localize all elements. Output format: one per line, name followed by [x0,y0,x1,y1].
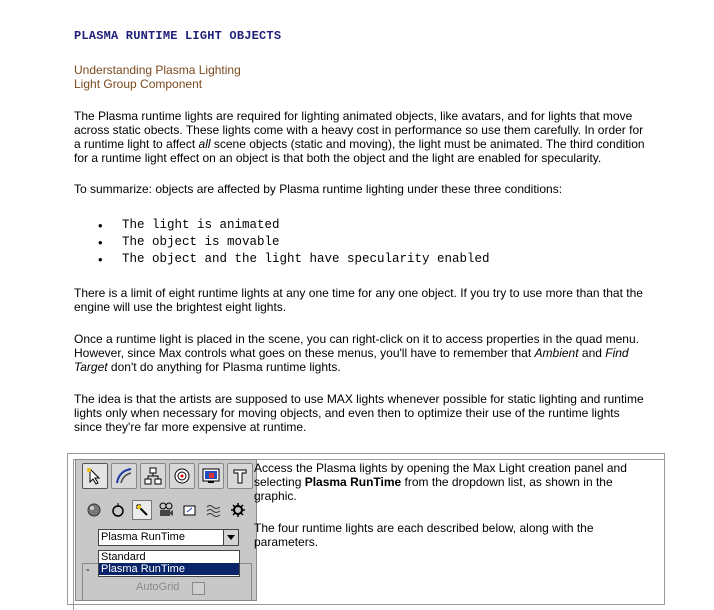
option-standard[interactable]: Standard [101,551,146,563]
geometry-icon[interactable] [84,500,104,520]
display-tab-icon[interactable] [198,463,224,489]
intro-paragraph: The Plasma runtime lights are required for lighting animated objects, like avatars, and for lights that move across static obects. These lights come with a heavy cost in performance so use them carefully. In order for a runtime light to affect all scene objects (static and moving), the light must be animated. The third condition for a runtime light effect on an object is that both the object and the light are enabled for specularity. [74,109,645,165]
max-create-panel-graphic [75,459,257,601]
hierarchy-tab-icon[interactable] [140,463,166,489]
cameras-icon[interactable] [156,500,176,520]
quad-menu-paragraph: Once a runtime light is placed in the scene, you can right-click on it to access properties in the quad menu. However, since Max controls what goes on these menus, you'll have to remember that Ambient and Find Target don't do anything for Plasma runtime lights. [74,332,639,374]
conditions-list [98,217,490,268]
light-type-options [98,550,240,577]
link-understanding-plasma-lighting[interactable]: Understanding Plasma Lighting [74,63,241,77]
list-item: • The object and the light have specularity enabled [98,251,490,268]
collapse-toggle[interactable]: - [86,564,90,576]
access-instructions: Access the Plasma lights by opening the Max Light creation panel and selecting Plasma RunTime from the dropdown list, as shown in the graphic. [254,461,627,503]
list-item: • The object is movable [98,234,490,251]
runtime-lights-description: The four runtime lights are each described below, along with the parameters. [254,521,594,549]
link-light-group-component[interactable]: Light Group Component [74,77,203,91]
autogrid-label: AutoGrid [136,581,180,593]
create-tab-icon[interactable] [82,463,108,489]
light-type-dropdown[interactable] [98,529,239,546]
motion-tab-icon[interactable] [169,463,195,489]
create-category-row [84,500,250,522]
systems-icon[interactable] [228,500,248,520]
option-plasma-runtime[interactable]: Plasma RunTime [99,563,239,575]
helpers-icon[interactable] [180,500,200,520]
chevron-down-icon[interactable] [223,530,238,545]
autogrid-checkbox[interactable] [192,582,205,595]
page-title: PLASMA RUNTIME LIGHT OBJECTS [74,29,282,43]
artist-guidance-paragraph: The idea is that the artists are supposed to use MAX lights whenever possible for static lighting and runtime lights only when necessary for moving objects, and even then to optimize their use of the runtime lights since they're far more expensive at runtime. [74,392,644,434]
utilities-tab-icon[interactable] [227,463,253,489]
lights-icon[interactable] [132,500,152,520]
shapes-icon[interactable] [108,500,128,520]
list-item: • The light is animated [98,217,490,234]
summary-paragraph: To summarize: objects are affected by Plasma runtime lighting under these three conditions: [74,182,563,196]
dropdown-value: Plasma RunTime [101,531,185,543]
space-warps-icon[interactable] [204,500,224,520]
related-links [74,63,241,91]
limit-paragraph: There is a limit of eight runtime lights at any one time for any one object. If you try to use more than that the engine will use the brightest eight lights. [74,286,643,314]
panel-tab-row [78,463,254,491]
modify-tab-icon[interactable] [111,463,137,489]
